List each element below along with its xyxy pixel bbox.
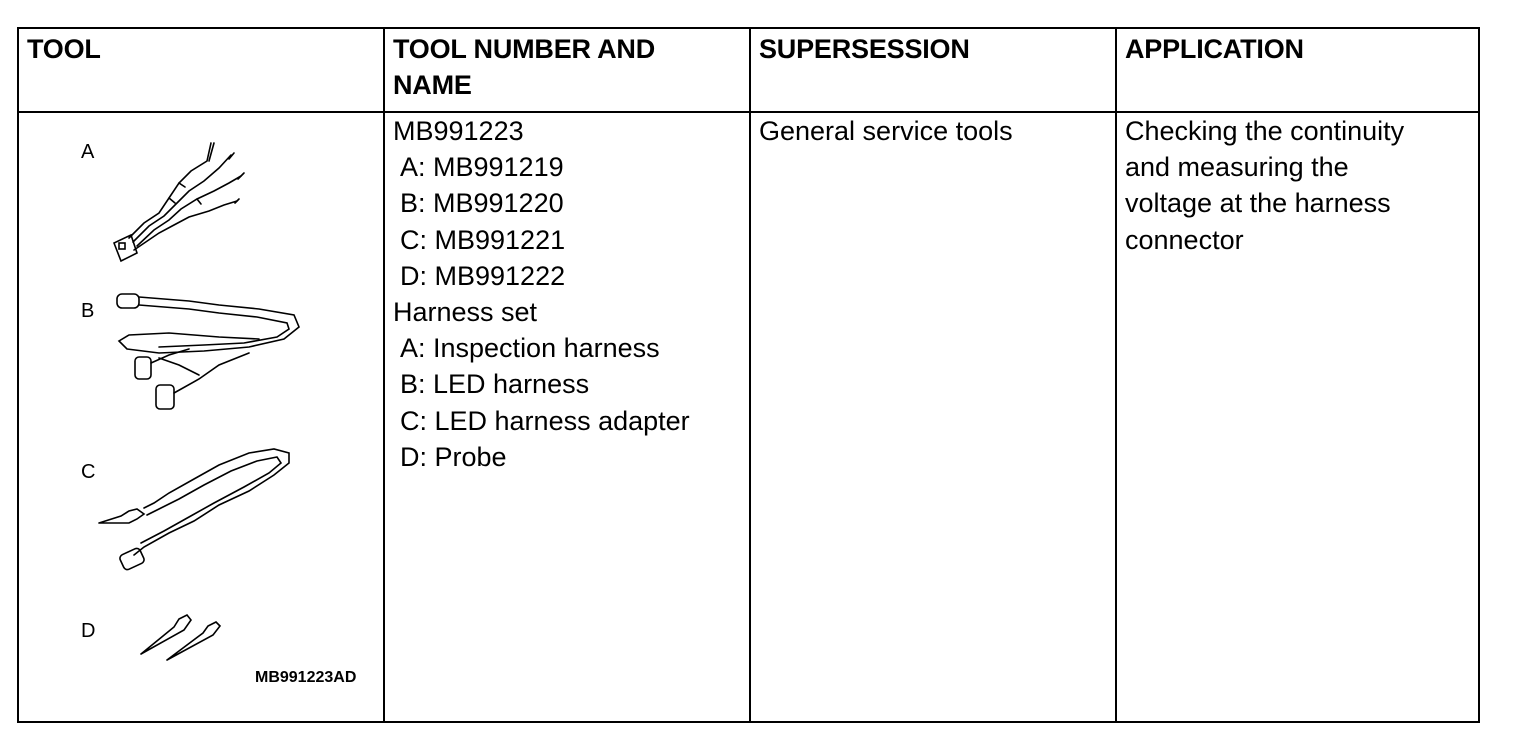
tool-illustration-cell <box>19 113 383 721</box>
supersession-cell <box>759 113 1013 149</box>
column-divider <box>749 29 751 721</box>
header-supersession: SUPERSESSION <box>759 34 970 64</box>
tool-name-b: B: LED harness <box>400 369 590 400</box>
tool-number-b: B: MB991220 <box>400 188 564 219</box>
tool-number-a: A: MB991219 <box>400 152 564 183</box>
inspection-harness-drawing <box>114 143 244 261</box>
application-line: and measuring the <box>1125 152 1349 183</box>
application-line: connector <box>1125 224 1244 255</box>
tool-number-cell <box>393 113 690 475</box>
tool-number-d: D: MB991222 <box>400 260 566 291</box>
application-cell <box>1125 113 1404 258</box>
header-tool-number-line1: TOOL NUMBER AND <box>393 34 656 64</box>
tool-label-a: A <box>81 141 95 163</box>
application-line: Checking the continuity <box>1125 116 1405 146</box>
tool-name-d: D: Probe <box>400 441 507 472</box>
column-divider <box>1115 29 1117 721</box>
figure-caption: MB991223AD <box>255 669 357 686</box>
led-harness-adapter-drawing <box>99 449 289 571</box>
led-harness-drawing <box>117 294 299 409</box>
tool-drawings <box>19 113 383 721</box>
tool-label-b: B <box>81 300 95 322</box>
tool-number-c: C: MB991221 <box>400 224 566 255</box>
tool-label-d: D <box>81 620 96 642</box>
probe-drawing <box>141 615 220 660</box>
application-line: voltage at the harness <box>1125 188 1391 219</box>
tool-name-c: C: LED harness adapter <box>400 405 690 436</box>
tool-name-set: Harness set <box>393 297 538 328</box>
header-tool: TOOL <box>27 34 101 64</box>
tool-name-a: A: Inspection harness <box>400 333 660 364</box>
header-tool-number-line2: NAME <box>393 70 472 100</box>
column-divider <box>383 29 385 721</box>
header-tool-number <box>393 31 655 103</box>
header-application: APPLICATION <box>1125 34 1304 64</box>
supersession-text: General service tools <box>759 116 1013 146</box>
special-tool-table <box>17 27 1480 723</box>
tool-number-main: MB991223 <box>393 116 524 146</box>
tool-label-c: C <box>81 461 96 483</box>
